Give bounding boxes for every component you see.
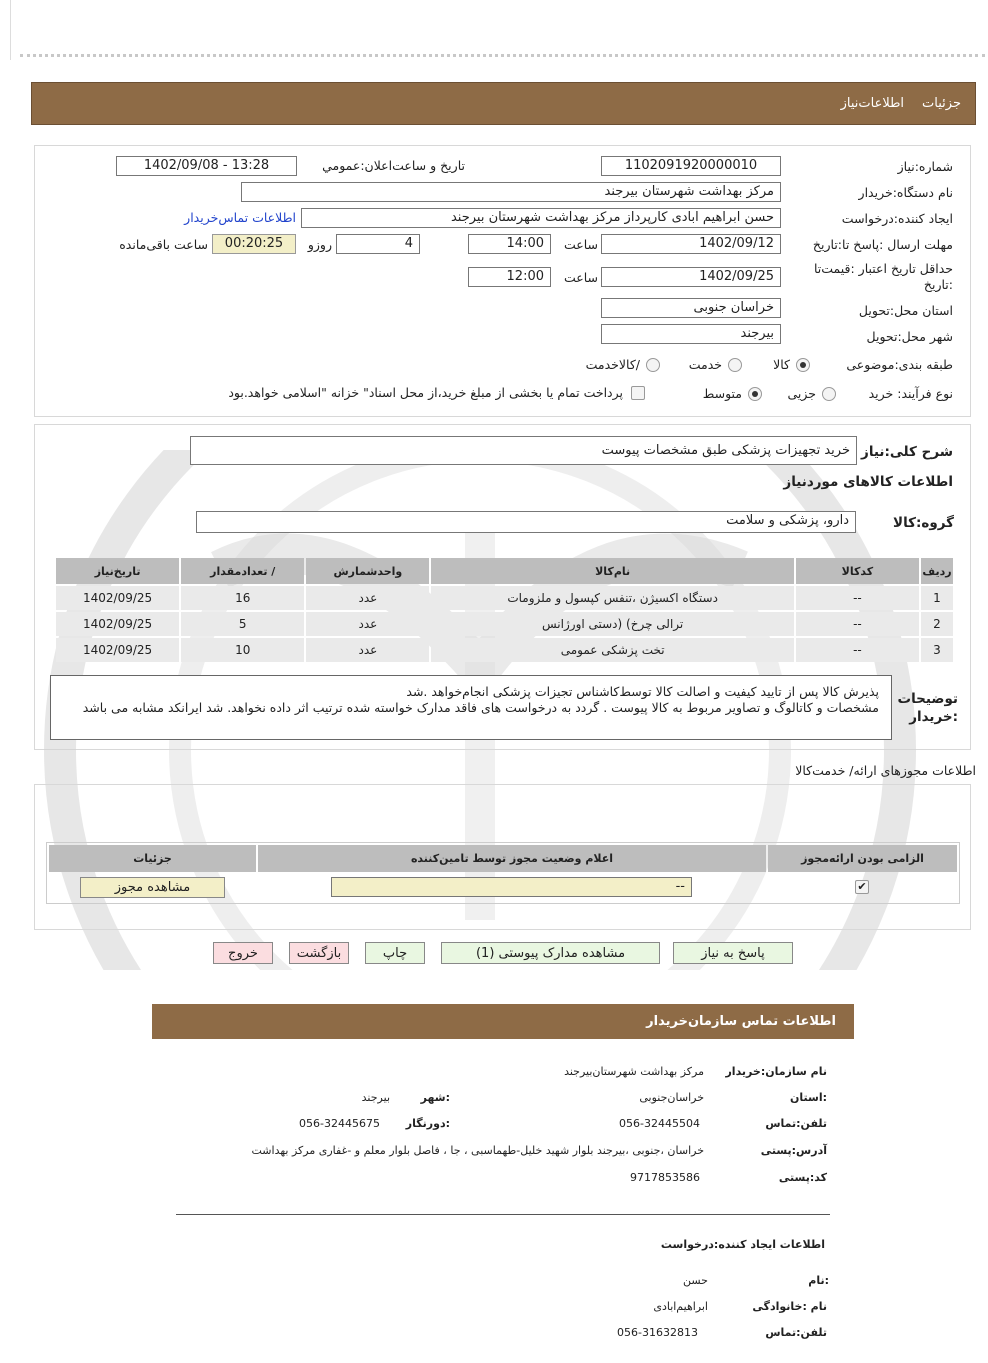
table-row	[56, 638, 953, 662]
permit-status-field[interactable]: --	[331, 877, 692, 897]
permit-col-status: اعلام وضعیت مجوز توسط تامین‌کننده	[258, 845, 766, 872]
treasury-checkbox[interactable]	[631, 386, 645, 400]
contact-postal-label: کد:پستی	[778, 1171, 827, 1184]
category-goods-label: کالا	[773, 357, 790, 372]
deadline-time-label: ساعت	[563, 237, 598, 252]
buyer-contact-link[interactable]: اطلاعات تماس‌خریدار	[184, 210, 296, 225]
row-date: 1402/09/25	[56, 586, 179, 610]
row-code: --	[796, 638, 919, 662]
view-permit-button[interactable]: مشاهده مجوز	[80, 877, 225, 898]
treasury-note: پرداخت تمام یا بخشی از مبلغ خرید،از محل اسناد" خزانه "اسلامی خواهد.بود	[228, 385, 623, 400]
col-code: کدکالا	[796, 558, 919, 584]
contact-org-value: مرکز بهداشت شهرستان‌بیرجند	[564, 1065, 704, 1078]
row-date: 1402/09/25	[56, 612, 179, 636]
tab-need-info[interactable]: اطلاعات‌نیاز	[840, 96, 905, 111]
validity-time-label: ساعت	[563, 270, 598, 285]
col-row: ردیف	[921, 558, 953, 584]
validity-time-field: 12:00	[468, 267, 551, 287]
buyer-org-label: نام دستگاه:خریدار	[858, 185, 953, 200]
days-field: 4	[336, 234, 420, 254]
creator-family-value: ابراهیم‌ابادی	[653, 1300, 708, 1313]
remaining-time-label: ساعت باقی‌مانده	[119, 237, 208, 252]
creator-name-label: :نام	[808, 1274, 829, 1287]
category-goods-service-radio[interactable]	[646, 358, 660, 372]
need-number-label: شماره:نیاز	[897, 159, 953, 174]
permits-section-label: اطلاعات مجوزهای ارائه/ خدمت‌کالا	[795, 763, 976, 778]
contact-title-bar	[152, 1004, 854, 1039]
contact-city-label: :شهر	[420, 1091, 450, 1104]
row-name: دستگاه اکسیژن ،تنفس کپسول و ملزومات	[431, 586, 793, 610]
row-qty: 5	[181, 612, 304, 636]
permit-col-required: الزامی بودن ارائه‌مجوز	[768, 845, 957, 872]
validity-date-field: 1402/09/25	[601, 267, 781, 287]
row-name: ترالی چرخ) (دستی اورژانس	[431, 612, 793, 636]
city-field: بیرجند	[601, 324, 781, 344]
city-label: شهر محل:تحویل	[866, 329, 953, 344]
col-date: تاریخ‌نیاز	[56, 558, 179, 584]
goods-info-label: اطلاعات کالاهای موردنیاز	[783, 474, 953, 490]
summary-title-field: خرید تجهیزات پزشکی طبق مشخصات پیوست	[190, 436, 857, 465]
contact-phone-label: تلفن:تماس	[765, 1117, 827, 1130]
contact-address-label: آدرس:پستی	[760, 1144, 827, 1157]
row-name: تخت پزشکی عمومی	[431, 638, 793, 662]
contact-org-label: نام سازمان:خریدار	[725, 1065, 827, 1078]
contact-address-value: خراسان ،جنوبی ،بیرجند بلوار شهید خلیل-طهماسبی ، جا ، فاصل بلوار معلم و -غفاری مرکز بهداشت	[251, 1144, 704, 1157]
deadline-date-field: 1402/09/12	[601, 234, 781, 254]
permit-required-checkbox[interactable]: ✔	[855, 880, 869, 894]
tab-details[interactable]: جزئیات	[922, 96, 961, 111]
announce-date-field: 1402/09/08 - 13:28	[116, 156, 297, 176]
announce-label: تاریخ و ساعت‌اعلان:عمومي	[322, 158, 465, 173]
creator-name-value: حسن	[683, 1274, 708, 1287]
back-button[interactable]: بازگشت	[289, 942, 349, 964]
remaining-time-field: 00:20:25	[212, 234, 296, 254]
dotted-divider	[20, 54, 985, 57]
permit-col-details: جزئیات	[49, 845, 256, 872]
col-qty: / تعدادمقدار	[181, 558, 304, 584]
contact-province-value: خراسان‌جنوبی	[639, 1091, 704, 1104]
creator-phone-value: 056-31632813	[617, 1326, 698, 1339]
process-option-small[interactable]	[760, 386, 836, 401]
row-index: 2	[921, 612, 953, 636]
goods-group-label: گروه:کالا	[893, 515, 954, 531]
buyer-notes-label: توضیحات :خریدار	[897, 691, 958, 725]
creator-info-title: اطلاعات ایجاد کننده:درخواست	[660, 1238, 825, 1251]
validity-label: حداقل تاریخ اعتبار :قیمت‌تا :تاریخ	[813, 261, 953, 292]
summary-title-label: شرح کلی:نیاز	[861, 444, 953, 460]
items-table	[54, 556, 955, 664]
row-qty: 16	[181, 586, 304, 610]
province-label: استان محل:تحویل	[858, 303, 953, 318]
process-medium-label: متوسط	[702, 386, 742, 401]
buyer-notes-line2: مشخصات و کاتالوگ و تصاویر مربوط به کالا پیوست . گردد به درخواست های فاقد مدارک خواسته شده ترتیب اثر داده نخواهد. شد ایرانکد مشابه می باشد	[82, 700, 879, 715]
col-name: نام‌کالا	[431, 558, 793, 584]
col-unit: واحدشمارش	[306, 558, 429, 584]
row-date: 1402/09/25	[56, 638, 179, 662]
contact-phone-value: 056-32445504	[619, 1117, 700, 1130]
buyer-org-field: مرکز بهداشت شهرستان بیرجند	[241, 182, 781, 202]
deadline-time-field: 14:00	[468, 234, 551, 254]
row-index: 1	[921, 586, 953, 610]
category-service-label: خدمت	[688, 357, 722, 372]
respond-button[interactable]: پاسخ به نیاز	[673, 942, 793, 964]
header-bar	[31, 82, 976, 125]
contact-fax-value: 056-32445675	[299, 1117, 380, 1130]
need-number-field: 1102091920000010	[601, 156, 781, 176]
contact-city-value: بیرجند	[361, 1091, 390, 1104]
contact-title: اطلاعات تماس سازمان‌خریدار	[646, 1014, 836, 1029]
category-service-radio[interactable]	[728, 358, 742, 372]
treasury-option[interactable]	[170, 385, 645, 400]
attachments-button[interactable]: مشاهده مدارک پیوستی (1)	[441, 942, 660, 964]
contact-province-label: :استان	[790, 1091, 827, 1104]
process-medium-radio[interactable]	[748, 387, 762, 401]
process-small-label: جزیی	[787, 386, 816, 401]
table-row	[56, 612, 953, 636]
category-option-goods-service[interactable]	[560, 357, 660, 372]
days-label: روزو	[307, 237, 332, 252]
process-option-medium[interactable]	[680, 386, 762, 401]
contact-postal-value: 9717853586	[630, 1171, 700, 1184]
process-small-radio[interactable]	[822, 387, 836, 401]
process-label: نوع فرآیند: خرید	[868, 386, 953, 401]
buyer-notes-box	[50, 675, 892, 740]
creator-label: ایجاد کننده:درخواست	[841, 211, 953, 226]
category-goods-service-label: /کالاخدمت	[585, 357, 640, 372]
left-edge-line	[10, 0, 11, 60]
category-option-goods[interactable]	[730, 357, 810, 372]
print-button[interactable]: چاپ	[365, 942, 425, 964]
exit-button[interactable]: خروج	[213, 942, 273, 964]
contact-fax-label: :دورنگار	[405, 1117, 450, 1130]
creator-phone-label: تلفن:تماس	[765, 1326, 827, 1339]
category-goods-radio[interactable]	[796, 358, 810, 372]
row-unit: عدد	[306, 638, 429, 662]
category-option-service[interactable]	[660, 357, 742, 372]
creator-field: حسن ابراهیم ابادی کارپرداز مرکز بهداشت شهرستان بیرجند	[301, 208, 781, 228]
row-index: 3	[921, 638, 953, 662]
row-unit: عدد	[306, 586, 429, 610]
row-unit: عدد	[306, 612, 429, 636]
category-label: طبقه بندی:موضوعی	[846, 357, 953, 372]
buyer-notes-line1: پذیرش کالا پس از تایید کیفیت و اصالت کالا توسط‌کاشناس تجیزات پزشکی انجام‌خواهد .شد	[406, 684, 879, 699]
table-row	[56, 586, 953, 610]
row-code: --	[796, 612, 919, 636]
contact-divider	[176, 1214, 830, 1215]
creator-family-label: نام :خانوادگی	[752, 1300, 827, 1313]
deadline-label: مهلت ارسال :پاسخ تا:تاریخ	[812, 237, 953, 252]
province-field: خراسان جنوبی	[601, 298, 781, 318]
row-qty: 10	[181, 638, 304, 662]
row-code: --	[796, 586, 919, 610]
items-table-header	[56, 558, 953, 584]
goods-group-field: دارو، پزشکی و سلامت	[196, 511, 856, 533]
